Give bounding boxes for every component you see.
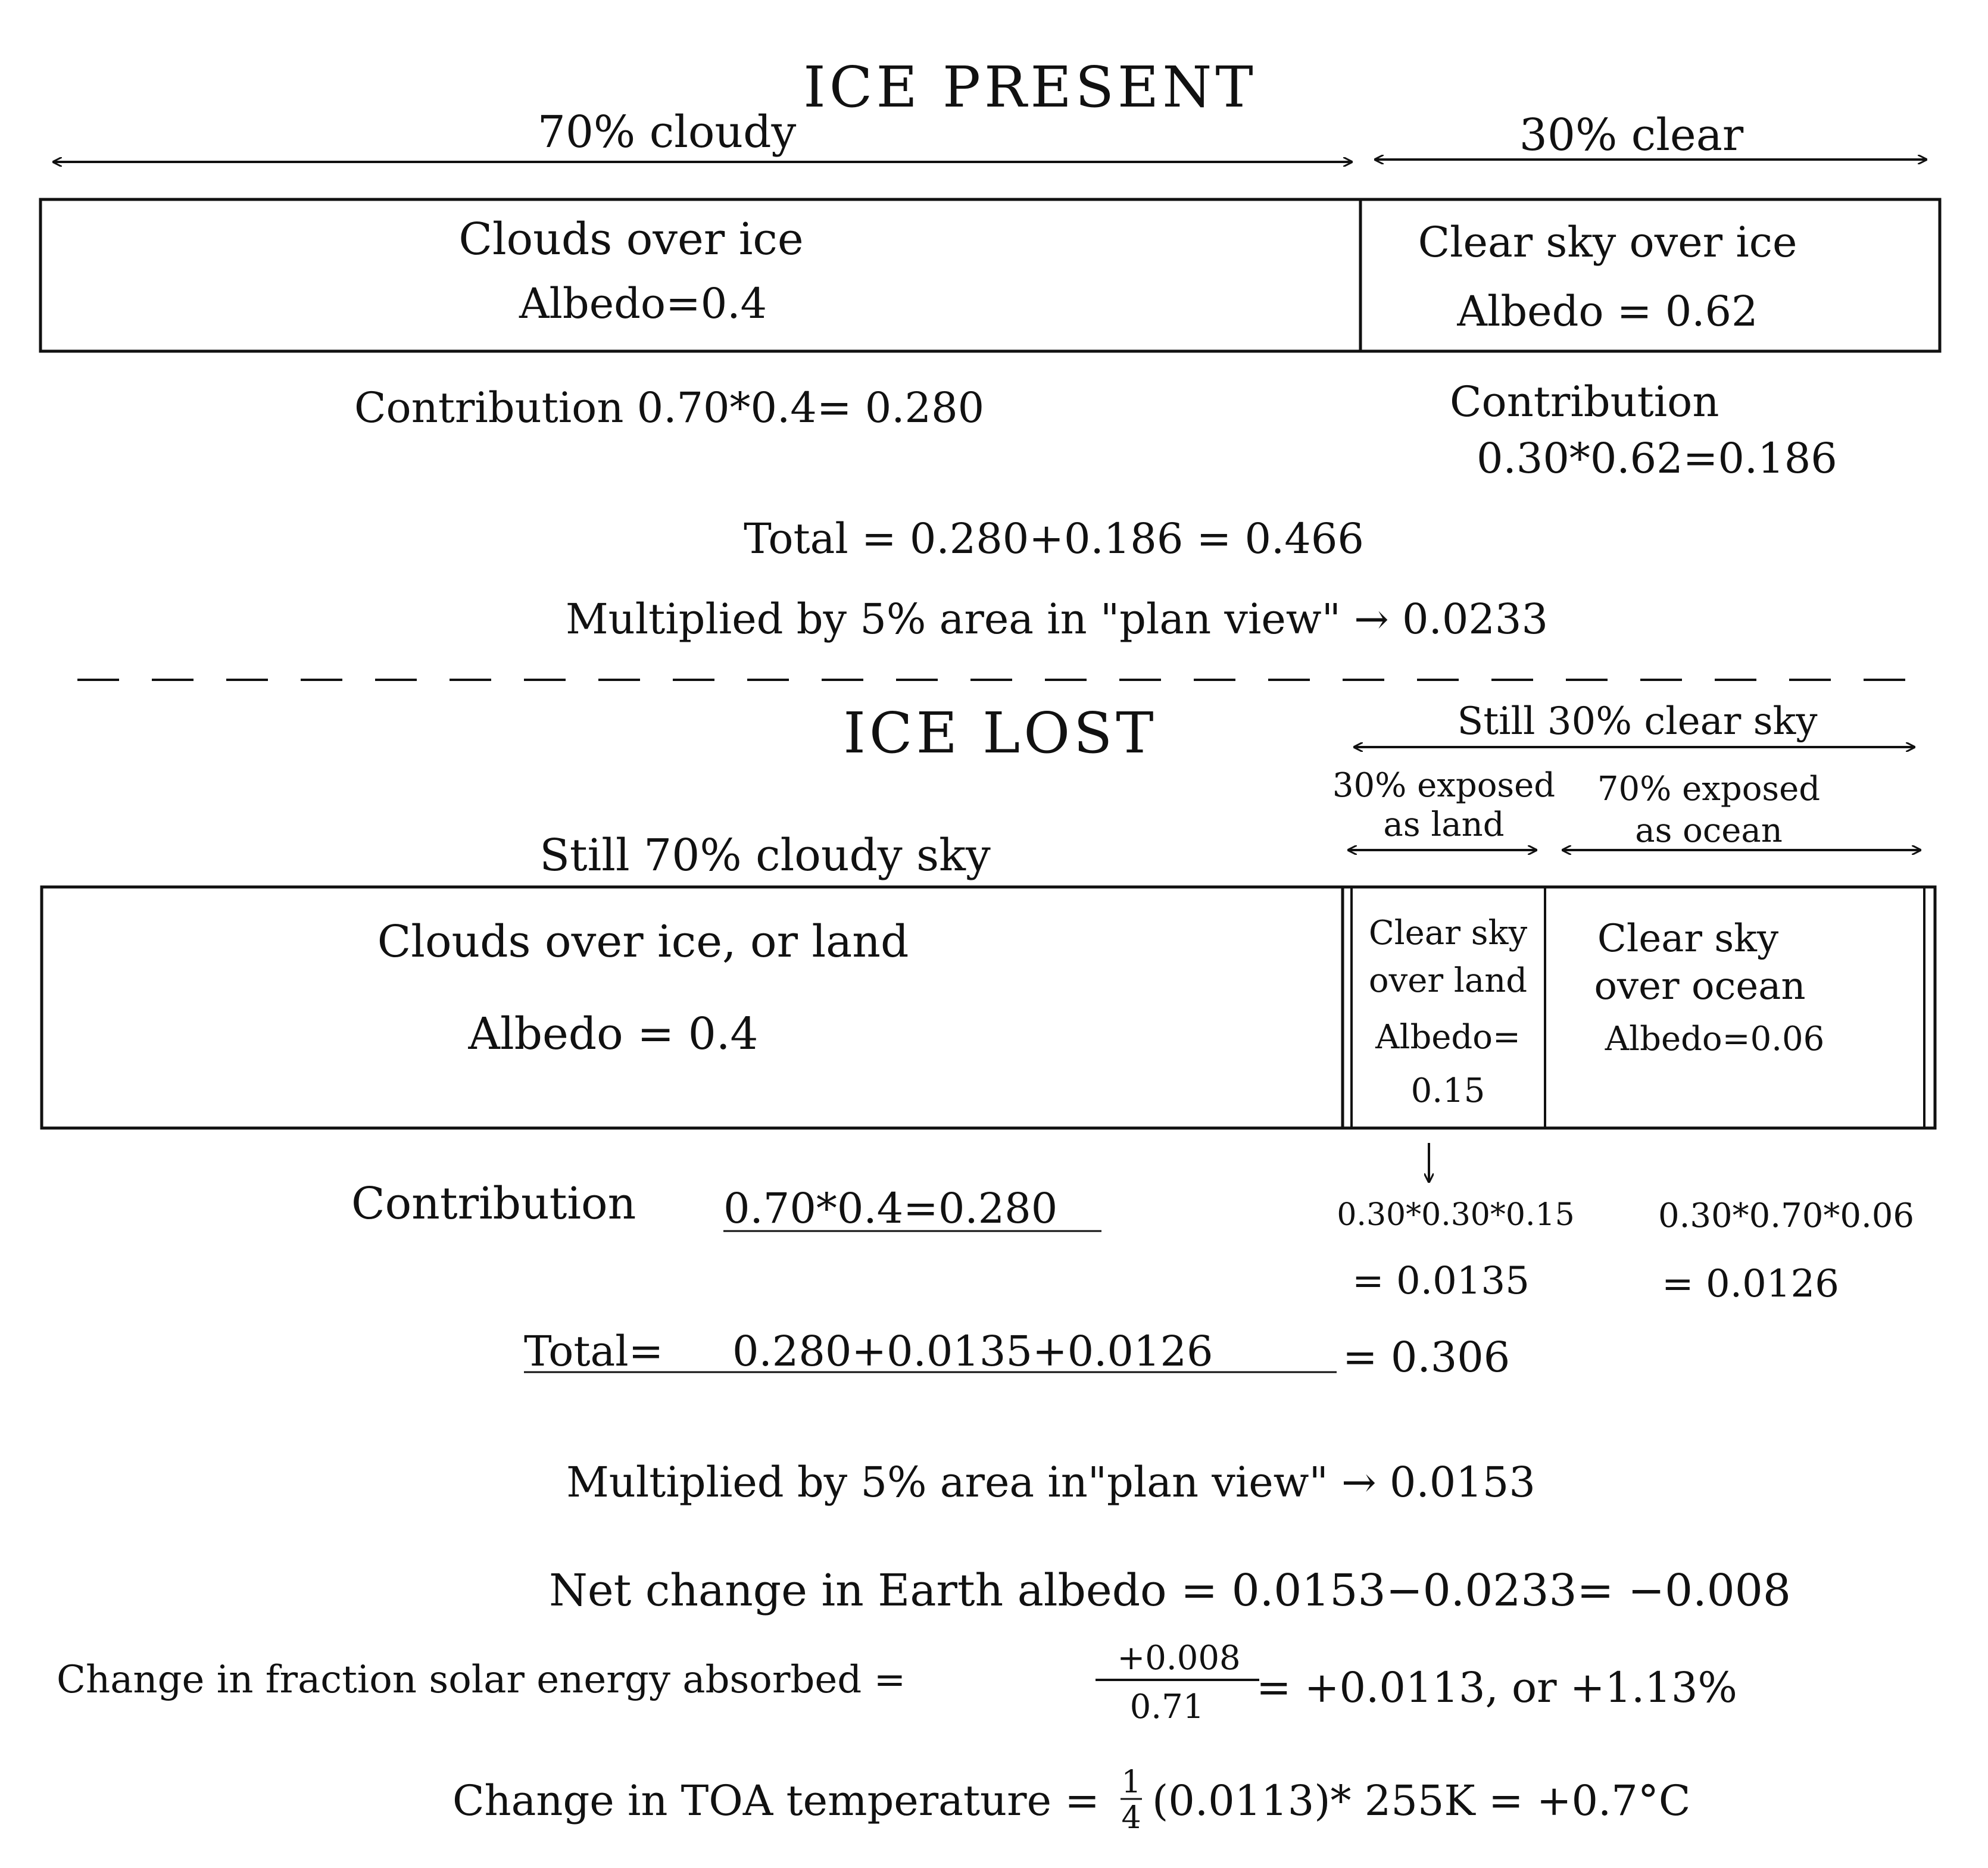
toa-expr: (0.0113)* 255K = +0.7°C: [1152, 1776, 1691, 1825]
lost-contribution-cloud: 0.70*0.4=0.280: [723, 1184, 1058, 1233]
ice-present-multiplied: Multiplied by 5% area in "plan view" → 0.0233: [566, 595, 1548, 644]
lost-total-result: = 0.306: [1343, 1333, 1510, 1382]
clear-span-label: 30% clear: [1519, 110, 1744, 161]
ice-lost-multiplied: Multiplied by 5% area in"plan view" → 0.0153: [566, 1458, 1536, 1507]
ocean-box-line2: over ocean: [1594, 964, 1806, 1008]
contribution-cloud: Contribution 0.70*0.4= 0.280: [354, 383, 985, 432]
ice-lost-title: ICE LOST: [843, 701, 1157, 766]
cloudy-span-label: 70% cloudy: [537, 107, 797, 158]
fraction-label: Change in fraction solar energy absorbed =: [57, 1658, 906, 1702]
ocean-span-line1: 70% exposed: [1597, 770, 1821, 808]
land-calc: 0.30*0.30*0.15: [1337, 1197, 1575, 1233]
toa-frac-den: 4: [1121, 1800, 1141, 1836]
ocean-box-albedo: Albedo=0.06: [1605, 1020, 1825, 1058]
clear-box-albedo: Albedo = 0.62: [1457, 287, 1758, 336]
lost-total-expr: 0.280+0.0135+0.0126: [732, 1327, 1213, 1376]
lost-cloud-box-line1: Clouds over ice, or land: [377, 916, 909, 967]
land-span-line2: as land: [1383, 805, 1505, 844]
net-change: Net change in Earth albedo = 0.0153−0.0233= −0.008: [549, 1565, 1791, 1616]
lost-cloud-box-albedo: Albedo = 0.4: [468, 1008, 759, 1060]
land-box-albedo: 0.15: [1410, 1072, 1485, 1110]
ocean-result: = 0.0126: [1662, 1262, 1839, 1306]
cloud-box-albedo: Albedo=0.4: [519, 279, 767, 328]
ocean-calc: 0.30*0.70*0.06: [1658, 1197, 1915, 1235]
toa-frac-num: 1: [1121, 1764, 1141, 1800]
lost-contribution-label: Contribution: [351, 1178, 636, 1229]
land-result: = 0.0135: [1352, 1259, 1530, 1303]
cloud-box-line1: Clouds over ice: [458, 214, 804, 265]
ocean-span-line2: as ocean: [1635, 811, 1783, 850]
clear-box-line1: Clear sky over ice: [1418, 218, 1797, 267]
land-box-line2: over land: [1368, 961, 1528, 1000]
lost-total-label: Total=: [524, 1327, 664, 1376]
contribution-clear-label: Contribution: [1450, 377, 1719, 426]
land-box-line1: Clear sky: [1368, 914, 1528, 952]
ocean-box-line1: Clear sky: [1597, 917, 1779, 961]
fraction-result: = +0.0113, or +1.13%: [1256, 1663, 1737, 1712]
toa-label: Change in TOA temperature =: [452, 1776, 1100, 1825]
still-clear-label: Still 30% clear sky: [1457, 699, 1818, 744]
fraction-denominator: 0.71: [1129, 1688, 1204, 1726]
land-span-line1: 30% exposed: [1332, 766, 1556, 805]
ice-present-title: ICE PRESENT: [803, 55, 1257, 120]
contribution-clear-value: 0.30*0.62=0.186: [1477, 434, 1837, 483]
ice-present-total: Total = 0.280+0.186 = 0.466: [744, 514, 1364, 563]
fraction-numerator: +0.008: [1117, 1639, 1241, 1678]
land-box-line3: Albedo=: [1375, 1018, 1521, 1057]
still-cloudy-label: Still 70% cloudy sky: [539, 830, 991, 881]
